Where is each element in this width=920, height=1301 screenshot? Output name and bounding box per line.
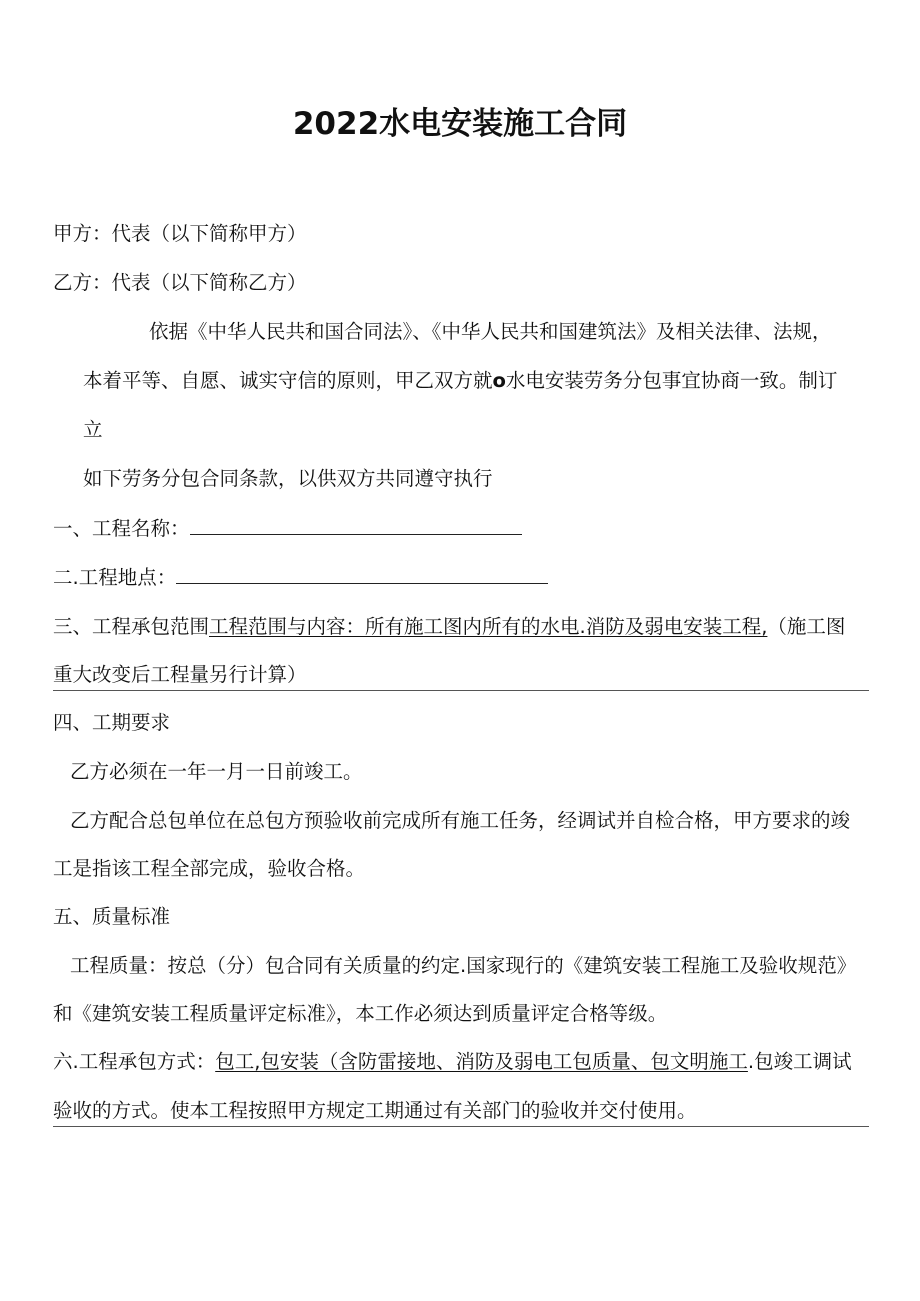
contract-method-line-2: 验收的方式。使本工程按照甲方规定工期通过有关部门的验收并交付使用。: [53, 1099, 697, 1122]
scope-underlined: 工程范围与内容：所有施工图内所有的水电.消防及弱电安装工程,: [209, 615, 768, 638]
schedule-paragraph-2-line-1: 乙方配合总包单位在总包方预验收前完成所有施工任务，经调试并自检合格，甲方要求的竣: [70, 809, 851, 832]
quality-heading: 五、质量标准: [53, 905, 171, 928]
contract-method-suffix: .包竣工调试: [747, 1050, 852, 1073]
contract-method-underlined: 包工,包安装（含防雷接地、消防及弱电工包质量、包文明施工: [215, 1050, 748, 1073]
project-location-label: 二.工程地点：: [53, 566, 177, 589]
contract-method-line-1: [53, 1047, 852, 1077]
party-b-line: 乙方：代表（以下简称乙方）: [53, 271, 307, 294]
quality-paragraph-line-1: 工程质量：按总（分）包合同有关质量的约定.国家现行的《建筑安装工程施工及验收规范》: [70, 954, 857, 977]
document-title: 2022水电安装施工合同: [292, 106, 628, 142]
intro-line-1: 依据《中华人民共和国合同法》、《中华人民共和国建筑法》及相关法律、法规，: [149, 320, 832, 343]
schedule-paragraph-1: 乙方必须在一年一月一日前竣工。: [70, 760, 363, 783]
project-location-blank[interactable]: [176, 563, 548, 584]
project-name-label: 一、工程名称：: [53, 517, 190, 540]
intro-line-4: 如下劳务分包合同条款，以供双方共同遵守执行: [83, 467, 493, 490]
intro-line-3: 立: [83, 418, 103, 441]
contract-method-prefix: 六.工程承包方式：: [53, 1050, 216, 1073]
scope-line-1: [53, 612, 845, 642]
party-a-line: 甲方：代表（以下简称甲方）: [53, 222, 307, 245]
project-name-blank[interactable]: [190, 514, 522, 535]
project-location-line: [53, 563, 548, 593]
intro-line-2-part-a: 本着平等、自愿、诚实守信的原则，甲乙双方就: [83, 369, 493, 392]
intro-line-2-part-b: 水电安装劳务分包事宜协商一致。制订: [505, 369, 838, 392]
intro-line-2-o: o: [492, 369, 506, 392]
schedule-paragraph-2-line-2: 工是指该工程全部完成，验收合格。: [53, 857, 366, 880]
intro-line-2: [83, 366, 837, 396]
scope-line-2: 重大改变后工程量另行计算）: [53, 663, 307, 686]
quality-paragraph-line-2: 和《建筑安装工程质量评定标准》，本工作必须达到质量评定合格等级。: [53, 1002, 668, 1025]
project-name-line: [53, 514, 522, 544]
scope-prefix: 三、工程承包范围: [53, 615, 210, 638]
scope-suffix: （施工图: [767, 615, 846, 638]
contract-method-divider: [53, 1126, 869, 1127]
scope-divider: [53, 690, 869, 691]
schedule-heading: 四、工期要求: [53, 711, 171, 734]
